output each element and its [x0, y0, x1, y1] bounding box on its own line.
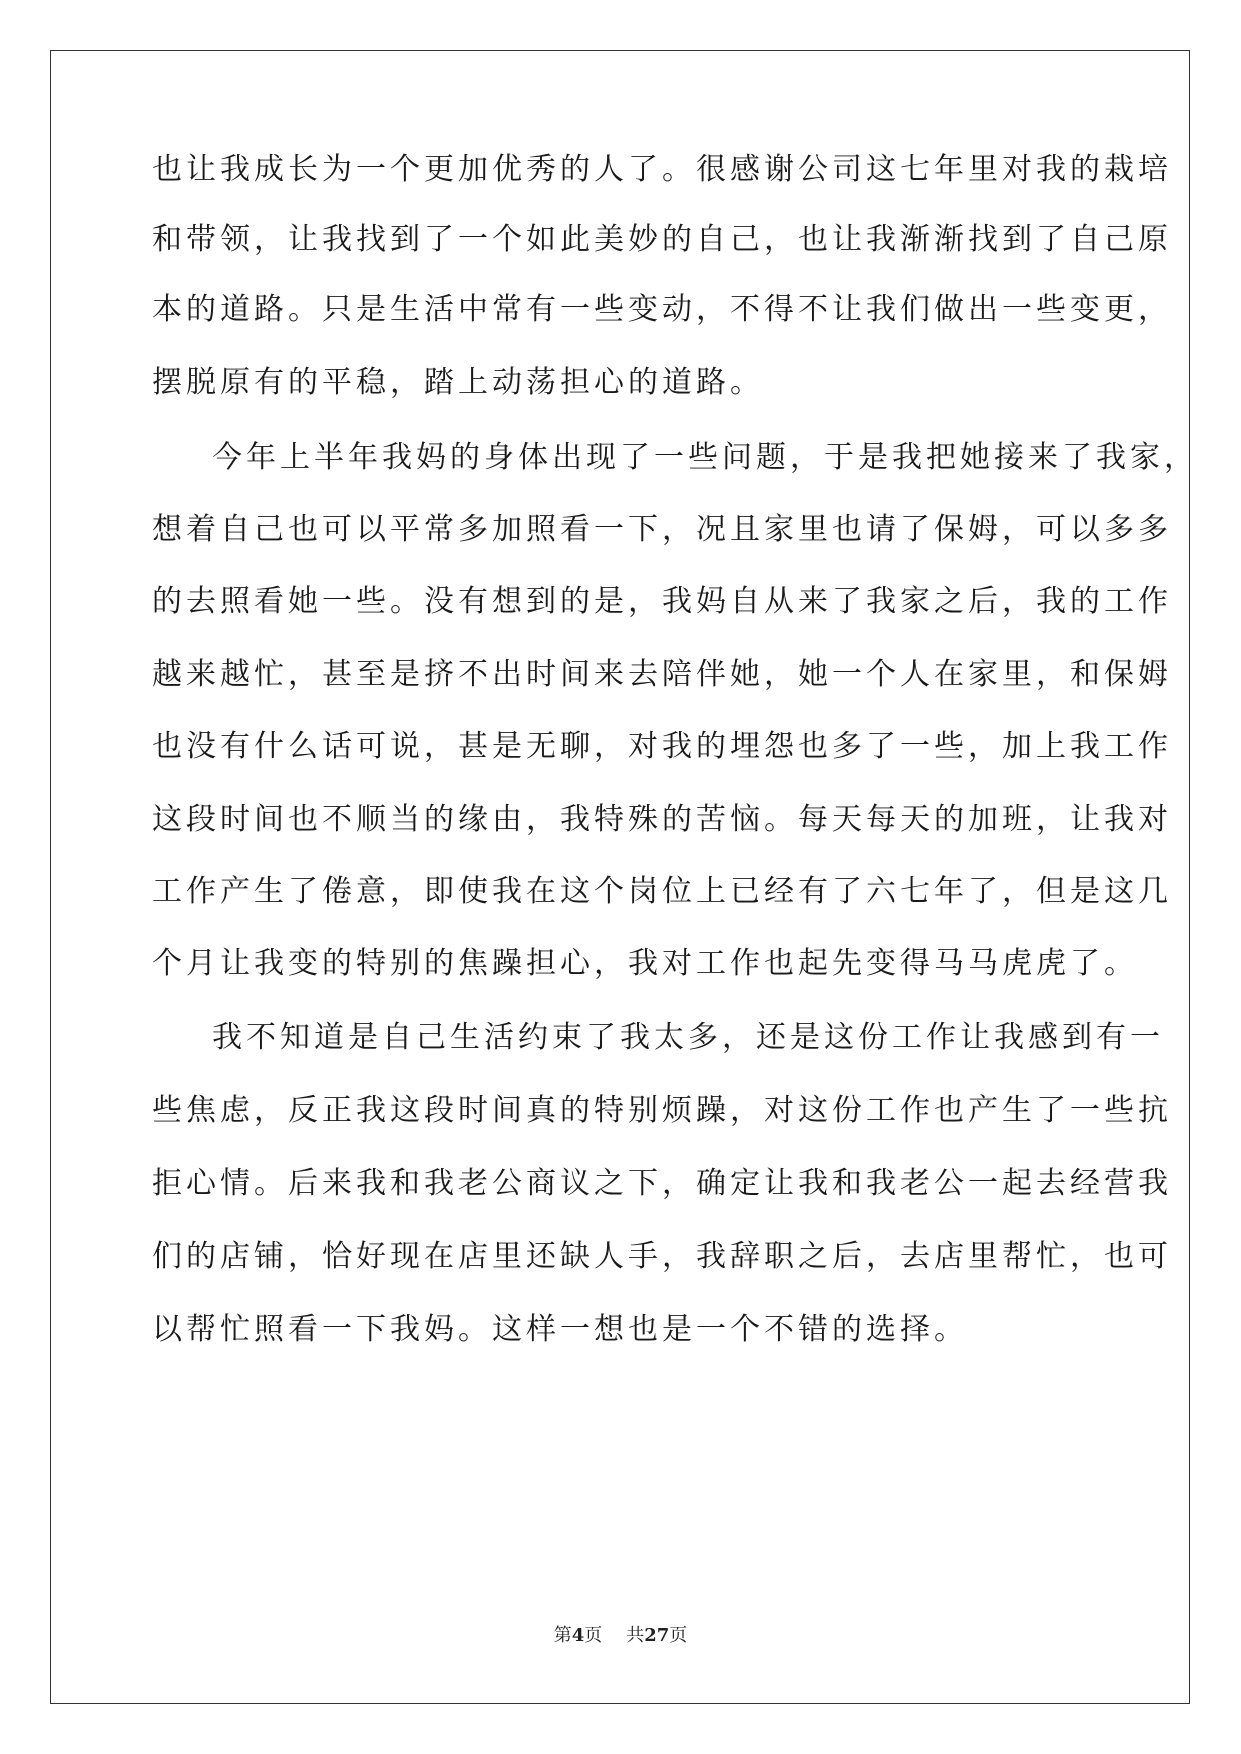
page-number-footer: [0, 1621, 1241, 1647]
text-line: 些焦虑，反正我这段时间真的特别烦躁，对这份工作也产生了一些抗: [152, 1093, 1172, 1128]
text-line: 的去照看她一些。没有想到的是，我妈自从来了我家之后，我的工作: [152, 584, 1172, 619]
text-line: 个月让我变的特别的焦躁担心，我对工作也起先变得马马虎虎了。: [152, 946, 1138, 981]
text-line: 摆脱原有的平稳，踏上动荡担心的道路。: [152, 365, 764, 400]
total-suffix: 页: [669, 1625, 688, 1646]
current-page-number: 4: [571, 1625, 585, 1646]
text-line: 拒心情。后来我和我老公商议之下，确定让我和我老公一起去经营我: [152, 1166, 1172, 1201]
paragraph-first-line: 今年上半年我妈的身体出现了一些问题，于是我把她接来了我家，: [212, 440, 1198, 475]
text-line: 也让我成长为一个更加优秀的人了。很感谢公司这七年里对我的栽培: [152, 152, 1172, 187]
page-suffix: 页: [584, 1625, 603, 1646]
total-page-count: 27: [644, 1625, 670, 1646]
paragraph-first-line: 我不知道是自己生活约束了我太多，还是这份工作让我感到有一: [212, 1020, 1164, 1055]
text-line: 们的店铺，恰好现在店里还缺人手，我辞职之后，去店里帮忙，也可: [152, 1239, 1172, 1274]
text-line: 和带领，让我找到了一个如此美妙的自己，也让我渐渐找到了自己原: [152, 222, 1172, 257]
page-prefix: 第: [553, 1625, 572, 1646]
text-line: 这段时间也不顺当的缘由，我特殊的苦恼。每天每天的加班，让我对: [152, 802, 1172, 837]
text-line: 想着自己也可以平常多加照看一下，况且家里也请了保姆，可以多多: [152, 512, 1172, 547]
text-line: 越来越忙，甚至是挤不出时间来去陪伴她，她一个人在家里，和保姆: [152, 657, 1172, 692]
text-line: 以帮忙照看一下我妈。这样一想也是一个不错的选择。: [152, 1312, 968, 1347]
total-prefix: 共: [626, 1625, 645, 1646]
text-line: 工作产生了倦意，即使我在这个岗位上已经有了六七年了，但是这几: [152, 874, 1172, 909]
text-line: 本的道路。只是生活中常有一些变动，不得不让我们做出一些变更，: [152, 292, 1172, 327]
text-line: 也没有什么话可说，甚是无聊，对我的埋怨也多了一些，加上我工作: [152, 729, 1172, 764]
